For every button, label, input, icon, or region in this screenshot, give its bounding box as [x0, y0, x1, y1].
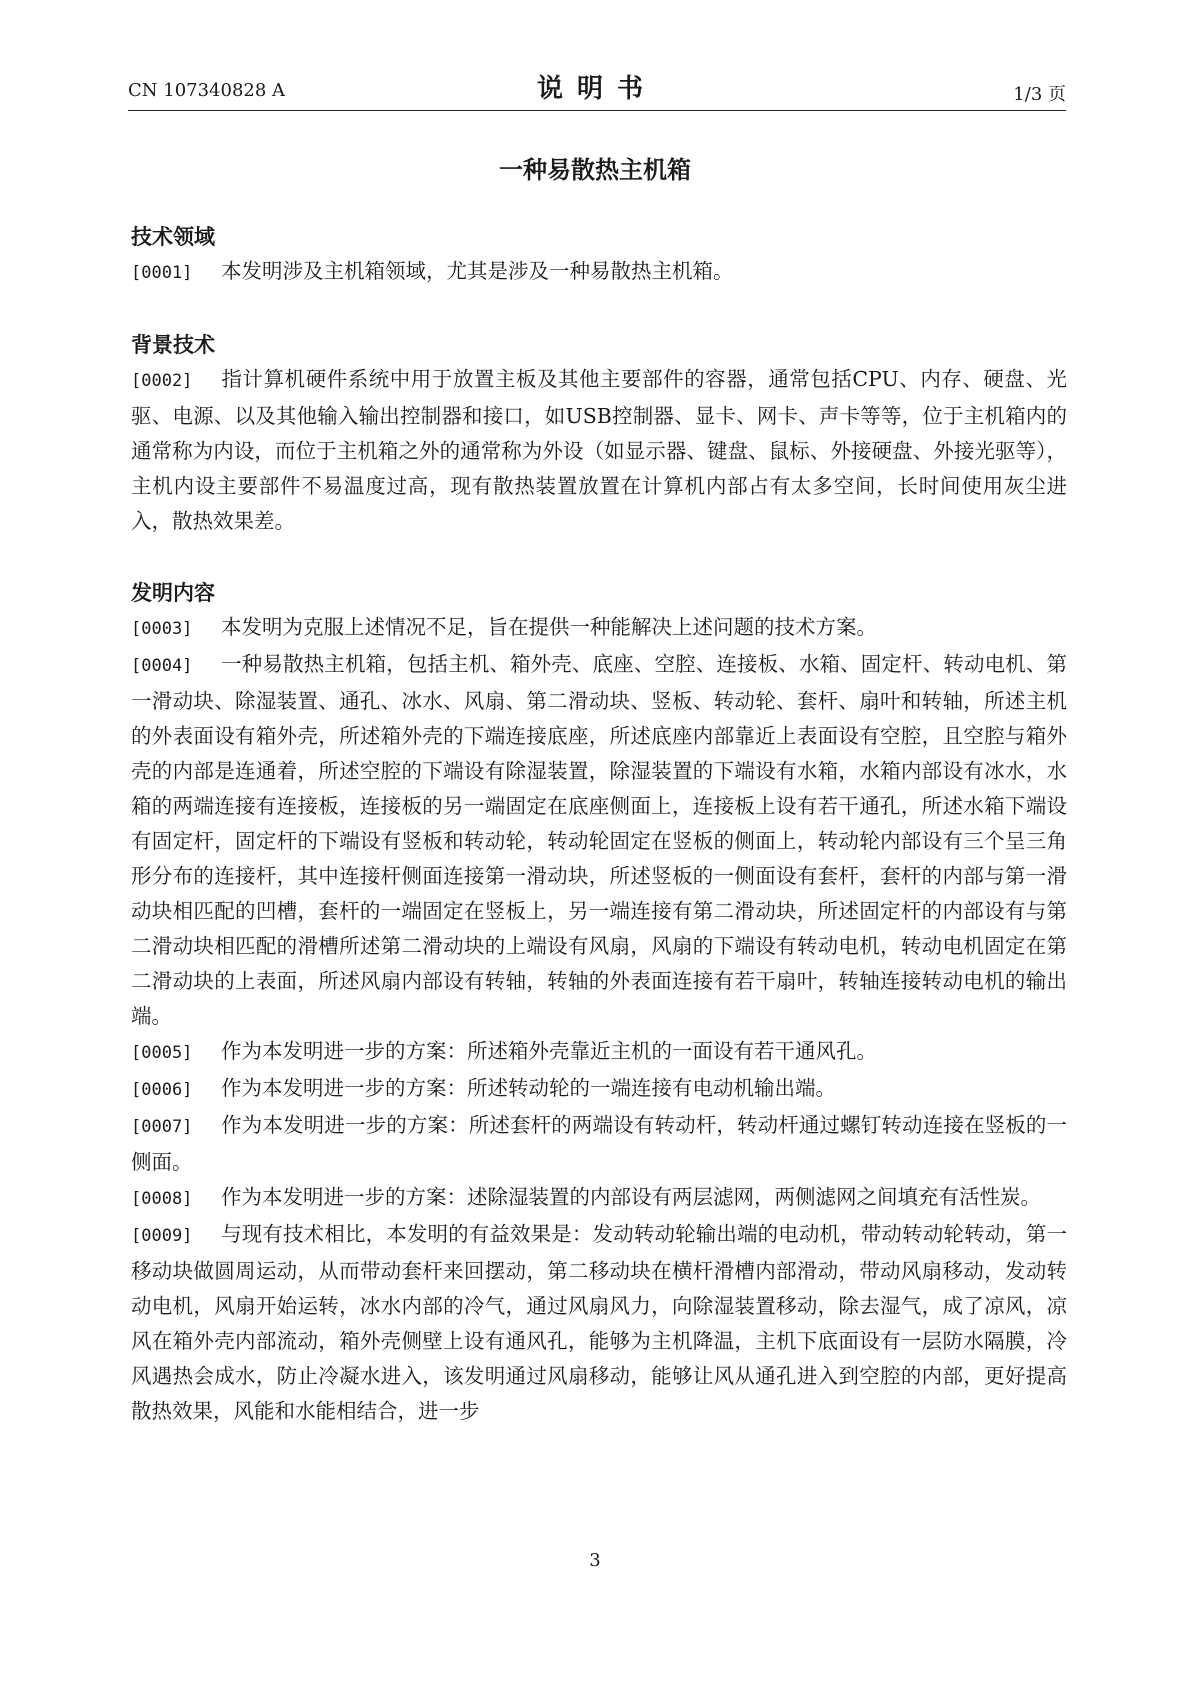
- paragraph-text: 作为本发明进一步的方案：所述套杆的两端设有转动杆，转动杆通过螺钉转动连接在竖板的一侧面。: [131, 1113, 1067, 1174]
- paragraph-text: 作为本发明进一步的方案：所述转动轮的一端连接有电动机输出端。: [221, 1076, 836, 1100]
- heading-summary: 发明内容: [131, 581, 215, 605]
- paragraph-0005: [131, 1034, 1067, 1071]
- paragraph-text: 与现有技术相比，本发明的有益效果是：发动转动轮输出端的电动机，带动转动轮转动，第一移动块做圆周运动，从而带动套杆来回摆动，第二移动块在横杆滑槽内部滑动，带动风扇移动，发动转动电机，风扇开始运转，冰水内部的冷气，通过风扇风力，向除湿装置移动，除去湿气，成了凉风，凉风在箱外壳内部流动，箱外壳侧壁上设有通风孔，能够为主机降温，主机下底面设有一层防水隔膜，冷风遇热会成水，防止冷凝水进入，该发明通过风扇移动，能够让风从通孔进入到空腔的内部，更好提高散热效果，风能和水能相结合，进一步: [131, 1222, 1067, 1423]
- paragraph-number: [0007]: [131, 1117, 193, 1137]
- paragraph-0003: [131, 610, 1067, 647]
- paragraph-0002: [131, 362, 1067, 539]
- paragraph-number: [0002]: [131, 371, 193, 391]
- paragraph-text: 作为本发明进一步的方案：所述箱外壳靠近主机的一面设有若干通风孔。: [221, 1039, 877, 1063]
- paragraph-0007: [131, 1108, 1067, 1180]
- section-title: 说明书: [536, 74, 657, 104]
- paragraph-0001: [131, 254, 1067, 291]
- paragraph-number: [0001]: [131, 263, 193, 283]
- paragraph-number: [0008]: [131, 1189, 193, 1209]
- heading-technical-field: 技术领域: [131, 225, 215, 249]
- paragraph-number: [0009]: [131, 1226, 193, 1246]
- paragraph-text: 本发明为克服上述情况不足，旨在提供一种能解决上述问题的技术方案。: [221, 615, 877, 639]
- paragraph-number: [0006]: [131, 1080, 193, 1100]
- document-title: 一种易散热主机箱: [499, 156, 691, 184]
- page-header: [128, 66, 1066, 111]
- paragraph-number: [0004]: [131, 656, 193, 676]
- page-number: 3: [589, 1550, 601, 1571]
- paragraph-number: [0005]: [131, 1043, 193, 1063]
- page-info: 1/3 页: [1013, 84, 1066, 105]
- paragraph-text: 本发明涉及主机箱领域，尤其是涉及一种易散热主机箱。: [221, 259, 734, 283]
- paragraph-text: 作为本发明进一步的方案：述除湿装置的内部设有两层滤网，两侧滤网之间填充有活性炭。: [221, 1185, 1041, 1209]
- paragraph-text: 指计算机硬件系统中用于放置主板及其他主要部件的容器，通常包括CPU、内存、硬盘、光驱、电源、以及其他输入输出控制器和接口，如USB控制器、显卡、网卡、声卡等等，位于主机箱内的通常称为内设，而位于主机箱之外的通常称为外设（如显示器、键盘、鼠标、外接硬盘、外接光驱等），主机内设主要部件不易温度过高，现有散热装置放置在计算机内部占有太多空间，长时间使用灰尘进入，散热效果差。: [131, 367, 1067, 533]
- document-body: [131, 220, 1067, 1429]
- heading-background: 背景技术: [131, 333, 215, 357]
- paragraph-text: 一种易散热主机箱，包括主机、箱外壳、底座、空腔、连接板、水箱、固定杆、转动电机、第一滑动块、除湿装置、通孔、冰水、风扇、第二滑动块、竖板、转动轮、套杆、扇叶和转轴，所述主机的外表面设有箱外壳，所述箱外壳的下端连接底座，所述底座内部靠近上表面设有空腔，且空腔与箱外壳的内部是连通着，所述空腔的下端设有除湿装置，除湿装置的下端设有水箱，水箱内部设有冰水，水箱的两端连接有连接板，连接板的另一端固定在底座侧面上，连接板上设有若干通孔，所述水箱下端设有固定杆，固定杆的下端设有竖板和转动轮，转动轮固定在竖板的侧面上，转动轮内部设有三个呈三角形分布的连接杆，其中连接杆侧面连接第一滑动块，所述竖板的一侧面设有套杆，套杆的内部与第一滑动块相匹配的凹槽，套杆的一端固定在竖板上，另一端连接有第二滑动块，所述固定杆的内部设有与第二滑动块相匹配的滑槽所述第二滑动块的上端设有风扇，风扇的下端设有转动电机，转动电机固定在第二滑动块的上表面，所述风扇内部设有转轴，转轴的外表面连接有若干扇叶，转轴连接转动电机的输出端。: [131, 652, 1067, 1028]
- paragraph-0009: [131, 1217, 1067, 1429]
- paragraph-0006: [131, 1071, 1067, 1108]
- paragraph-0008: [131, 1180, 1067, 1217]
- paragraph-number: [0003]: [131, 619, 193, 639]
- doc-number: CN 107340828 A: [128, 80, 286, 101]
- paragraph-0004: [131, 647, 1067, 1034]
